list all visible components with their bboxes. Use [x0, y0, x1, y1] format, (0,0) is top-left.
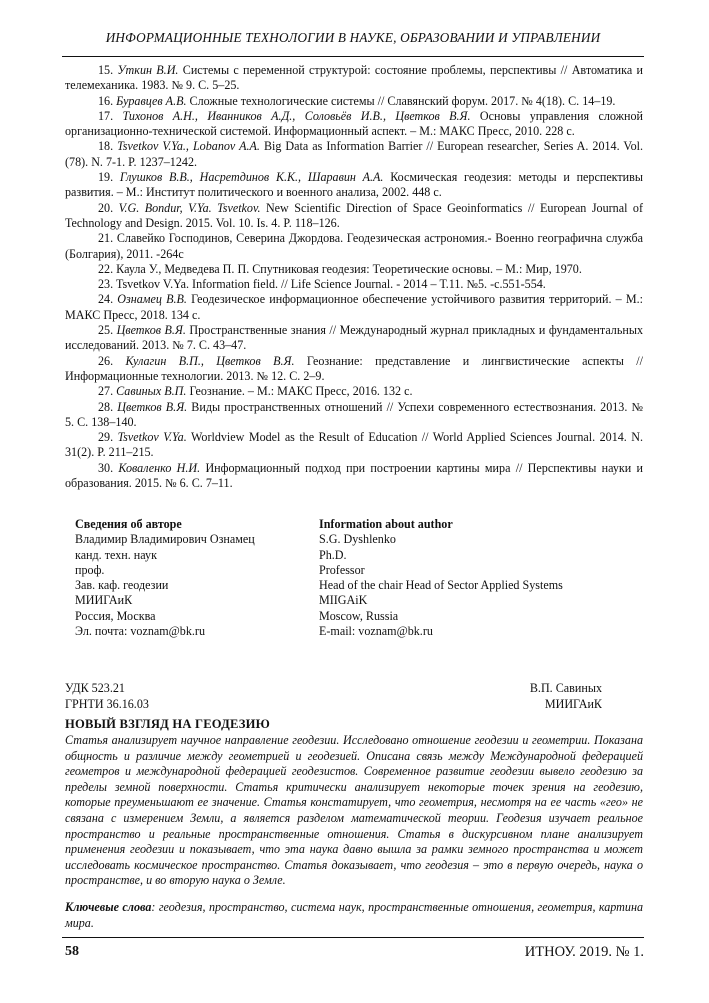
- reference-item: [65, 231, 643, 262]
- reference-text: Worldview Model as the Result of Education // World Applied Sciences Journal. 2014. N. 31(2). P. 211–215.: [65, 430, 643, 460]
- reference-number: 30.: [98, 460, 114, 475]
- reference-number: 19.: [98, 170, 114, 185]
- author-info-ru-line: Зав. каф. геодезии: [75, 578, 169, 593]
- article-abstract: Статья анализирует научное направление геодезии. Исследовано отношение геодезии и геометрии. Показана общность и различие между геометрией и геодезией. Описана связь между Международной федерацией геометров и международной федерацией геодезистов. Современное развитие геодезии вывело геодезию за пределы земной поверхности. Статья критически анализирует некоторые точек зрения на геодезию, которые преуменьшают ее значение. Статья констатирует, что геометрия, несмотря на ее часть «гео» не связана с измерением Земли, а является разделом математической теории. Геодезия изучает реальное пространство и реальные пространственные отношения. Статья в дискурсивном плане анализирует применения геодезии и показывает, что эта наука давно вышла за рамки земного пространства и может исследовать космическое пространство. Статья доказывает, что геодезия – это в первую очередь, наука о пространстве, и во вторую наука о Земле.: [65, 733, 643, 888]
- reference-number: 22.: [98, 261, 114, 276]
- reference-authors: Уткин В.И.: [117, 63, 179, 77]
- reference-authors: Буравцев А.В.: [116, 93, 187, 108]
- author-info-ru-email: Эл. почта: voznam@bk.ru: [75, 624, 205, 639]
- reference-text: Космическая геодезия: методы и перспективы развития. – М.: Институт политического и военного анализа, 2002. 448 с.: [65, 170, 643, 200]
- reference-text: Сложные технологические системы // Славянский форум. 2017. № 4(18). С. 14–19.: [189, 93, 616, 108]
- author-info-en: [319, 517, 629, 639]
- author-info-en-line: Ph.D.: [319, 547, 347, 562]
- reference-item: [65, 430, 643, 461]
- reference-text: Системы с переменной структурой: состояние проблемы, перспективы // Автоматика и телемеханика. 1983. № 9. С. 5–25.: [65, 63, 643, 93]
- reference-text: Основы управления сложной организационно-технической системой. Информационный аспект. – М.: МАКС Пресс, 2010. 228 с.: [65, 108, 643, 139]
- journal-issue: ИТНОУ. 2019. № 1.: [524, 944, 644, 960]
- reference-authors: Глушков В.В., Насретдинов К.К., Шаравин А.А.: [119, 170, 384, 185]
- reference-number: 25.: [98, 323, 114, 338]
- reference-text: Виды пространственных отношений // Успехи современного естествознания. 2013. № 5. С. 138–140.: [65, 399, 644, 429]
- reference-text: Big Data as Information Barrier // European researcher, Series A. 2014. Vol. (78). N. 7-1. P. 1237–1242.: [65, 139, 644, 169]
- reference-number: 17.: [98, 108, 114, 123]
- reference-authors: Тихонов А.Н., Иванников А.Д., Соловьёв И.В., Цветков В.Я.: [122, 108, 471, 123]
- reference-authors: Tsvetkov V.Ya.: [117, 430, 187, 445]
- reference-item: [65, 384, 643, 399]
- reference-text: Геодезическое информационное обеспечение устойчивого развития территорий. – М.: МАКС Пресс, 2018. 134 с.: [65, 292, 643, 322]
- reference-authors: Савиных В.П.: [116, 384, 187, 399]
- reference-number: 26.: [98, 353, 114, 368]
- classification-codes: [65, 681, 149, 712]
- keywords: [65, 900, 643, 931]
- reference-item: [65, 109, 643, 140]
- reference-item: [65, 354, 643, 385]
- article-affiliation: МИИГАиК: [544, 696, 602, 711]
- author-info-en-line: MIIGAiK: [319, 593, 368, 608]
- author-info-en-email: E-mail: voznam@bk.ru: [319, 624, 433, 639]
- reference-item: [65, 400, 643, 431]
- article-author: В.П. Савиных: [529, 681, 602, 695]
- udk-code: УДК 523.21: [65, 681, 125, 695]
- reference-text: Славейко Господинов, Северина Джордова. Геодезическая астрономия.- Военно географична служба (Болгария), 2011. -264с: [65, 231, 644, 261]
- reference-item: [65, 63, 643, 94]
- reference-text: Информационный подход при построении картины мира // Перспективы науки и образования. 2015. № 6. С. 7–11.: [65, 460, 643, 491]
- reference-item: [65, 94, 643, 109]
- reference-text: Геознание: представление и лингвистические аспекты // Информационные технологии. 2013. № 12. С. 2–9.: [65, 353, 643, 383]
- reference-number: 24.: [98, 292, 114, 307]
- keywords-text: : геодезия, пространство, система наук, пространственные отношения, геометрия, картина мира.: [65, 900, 644, 930]
- author-info-en-line: Professor: [319, 562, 365, 577]
- article-byline: [530, 681, 602, 712]
- author-info-en-heading: Information about author: [319, 517, 453, 531]
- grnti-code: ГРНТИ 36.16.03: [65, 696, 149, 711]
- reference-item: [65, 170, 643, 201]
- footer-rule: [62, 937, 644, 938]
- reference-item: [65, 461, 643, 492]
- reference-number: 28.: [98, 399, 114, 414]
- running-head: ИНФОРМАЦИОННЫЕ ТЕХНОЛОГИИ В НАУКЕ, ОБРАЗОВАНИИ И УПРАВЛЕНИИ: [105, 30, 601, 45]
- article-title: НОВЫЙ ВЗГЛЯД НА ГЕОДЕЗИЮ: [65, 717, 271, 731]
- reference-text: Tsvetkov V.Ya. Information field. // Life Science Journal. - 2014 – Т.11. №5. -с.551-554.: [115, 277, 546, 292]
- reference-number: 29.: [98, 430, 114, 445]
- author-info: [75, 517, 635, 639]
- author-info-ru-line: проф.: [75, 562, 105, 577]
- author-info-ru-line: Владимир Владимирович Ознамец: [75, 532, 255, 547]
- author-info-ru-line: Россия, Москва: [75, 608, 156, 623]
- reference-text: Каула У., Медведева П. П. Спутниковая геодезия: Теоретические основы. – М.: Мир, 1970.: [116, 261, 582, 276]
- keywords-label: Ключевые слова: [65, 900, 152, 914]
- reference-authors: Tsvetkov V.Ya., Lobanov A.A.: [117, 139, 260, 154]
- reference-authors: V.G. Bondur, V.Ya. Tsvetkov.: [118, 200, 261, 215]
- author-info-ru: [75, 517, 319, 639]
- author-info-ru-line: МИИГАиК: [75, 593, 133, 608]
- header-rule: [62, 56, 644, 57]
- reference-item: [65, 262, 643, 277]
- author-info-en-line: Moscow, Russia: [319, 608, 399, 623]
- reference-authors: Цветков В.Я.: [116, 323, 186, 338]
- reference-number: 20.: [98, 200, 114, 215]
- author-info-en-line: S.G. Dyshlenko: [319, 532, 396, 547]
- reference-text: Геознание. – М.: МАКС Пресс, 2016. 132 с.: [189, 384, 413, 399]
- page-number: 58: [65, 944, 79, 959]
- reference-item: [65, 292, 643, 323]
- reference-item: [65, 139, 643, 170]
- reference-list: [65, 63, 643, 491]
- reference-authors: Цветков В.Я.: [117, 399, 188, 414]
- reference-item: [65, 323, 643, 354]
- reference-authors: Кулагин В.П., Цветков В.Я.: [125, 353, 295, 368]
- author-info-ru-line: канд. техн. наук: [75, 547, 157, 562]
- reference-item: [65, 201, 643, 232]
- reference-number: 27.: [98, 384, 114, 399]
- reference-number: 18.: [98, 139, 114, 154]
- author-info-en-line: Head of the chair Head of Sector Applied Systems: [319, 578, 563, 593]
- reference-number: 21.: [98, 231, 114, 246]
- author-info-ru-heading: Сведения об авторе: [75, 517, 182, 531]
- reference-item: [65, 277, 643, 292]
- reference-number: 15.: [98, 63, 114, 77]
- reference-authors: Ознамец В.В.: [117, 292, 187, 307]
- reference-text: New Scientific Direction of Space Geoinformatics // European Journal of Technology and Design. 2015. Vol. 10. Is. 4. P. 118–126.: [65, 200, 643, 230]
- reference-number: 23.: [98, 277, 114, 292]
- reference-number: 16.: [98, 93, 114, 108]
- reference-text: Пространственные знания // Международный журнал прикладных и фундаментальных исследований. 2013. № 7. С. 43–47.: [65, 323, 643, 353]
- reference-authors: Коваленко Н.И.: [118, 460, 201, 475]
